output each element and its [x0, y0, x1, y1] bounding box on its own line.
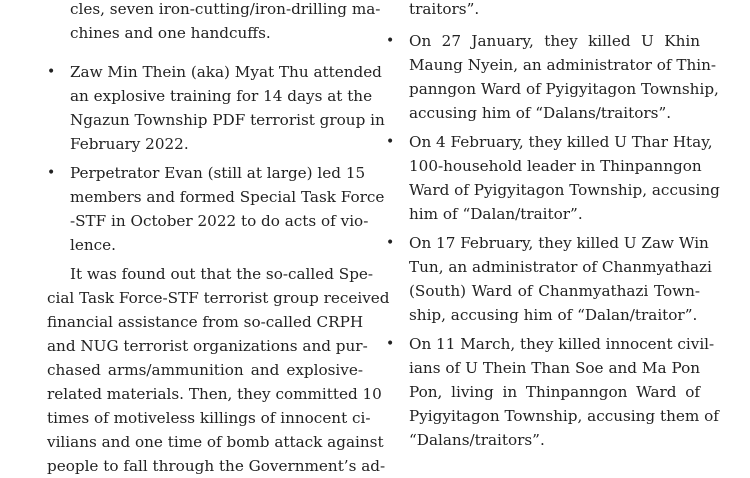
text-line: Perpetrator Evan (still at large) led 15: [70, 164, 366, 182]
text-line: Tun, an administrator of Chanmyathazi: [409, 258, 712, 276]
bullet-icon: •: [47, 165, 56, 181]
text-line: February 2022.: [70, 135, 189, 153]
text-line: On 17 February, they killed U Zaw Win: [409, 234, 709, 252]
text-line: times of motiveless killings of innocent ci-: [47, 409, 371, 427]
text-line: Pyigyitagon Township, accusing them of: [409, 407, 719, 425]
text-line: 100-household leader in Thinpanngon: [409, 157, 702, 175]
text-line: financial assistance from so-called CRPH: [47, 313, 364, 331]
text-line: chased arms/ammunition and explosive-: [47, 361, 363, 379]
bullet-icon: •: [386, 33, 395, 49]
text-line: (South) Ward of Chanmyathazi Town-: [409, 282, 700, 300]
text-line: panngon Ward of Pyigyitagon Township,: [409, 80, 719, 98]
bullet-icon: •: [386, 235, 395, 251]
text-line: lence.: [70, 236, 116, 254]
text-line: related materials. Then, they committed 10: [47, 385, 382, 403]
text-line: accusing him of “Dalans/traitors”.: [409, 104, 672, 122]
text-line: Maung Nyein, an administrator of Thin-: [409, 56, 717, 74]
text-line: It was found out that the so-called Spe-: [70, 265, 374, 283]
text-line: cial Task Force-STF terrorist group received: [47, 289, 390, 307]
text-line: cles, seven iron-cutting/iron-drilling ma-: [70, 0, 381, 18]
text-line: On 4 February, they killed U Thar Htay,: [409, 133, 713, 151]
text-line: an explosive training for 14 days at the: [70, 87, 373, 105]
text-line: “Dalans/traitors”.: [409, 431, 545, 449]
text-line: chines and one handcuffs.: [70, 24, 271, 42]
text-line: and NUG terrorist organizations and pur-: [47, 337, 368, 355]
text-line: Ngazun Township PDF terrorist group in: [70, 111, 385, 129]
text-line: Pon, living in Thinpanngon Ward of: [409, 383, 700, 401]
text-line: ians of U Thein Than Soe and Ma Pon: [409, 359, 700, 377]
text-line: -STF in October 2022 to do acts of vio-: [70, 212, 369, 230]
text-line: people to fall through the Government’s ad-: [47, 457, 386, 475]
text-line: members and formed Special Task Force: [70, 188, 385, 206]
text-line: On 27 January, they killed U Khin: [409, 32, 700, 50]
bullet-icon: •: [386, 336, 395, 352]
text-line: vilians and one time of bomb attack against: [47, 433, 384, 451]
bullet-icon: •: [47, 64, 56, 80]
text-line: traitors”.: [409, 0, 480, 18]
text-line: ship, accusing him of “Dalan/traitor”.: [409, 306, 698, 324]
text-line: Ward of Pyigyitagon Township, accusing: [409, 181, 720, 199]
text-line: him of “Dalan/traitor”.: [409, 205, 583, 223]
text-line: On 11 March, they killed innocent civil-: [409, 335, 715, 353]
text-line: Zaw Min Thein (aka) Myat Thu attended: [70, 63, 382, 81]
bullet-icon: •: [386, 134, 395, 150]
